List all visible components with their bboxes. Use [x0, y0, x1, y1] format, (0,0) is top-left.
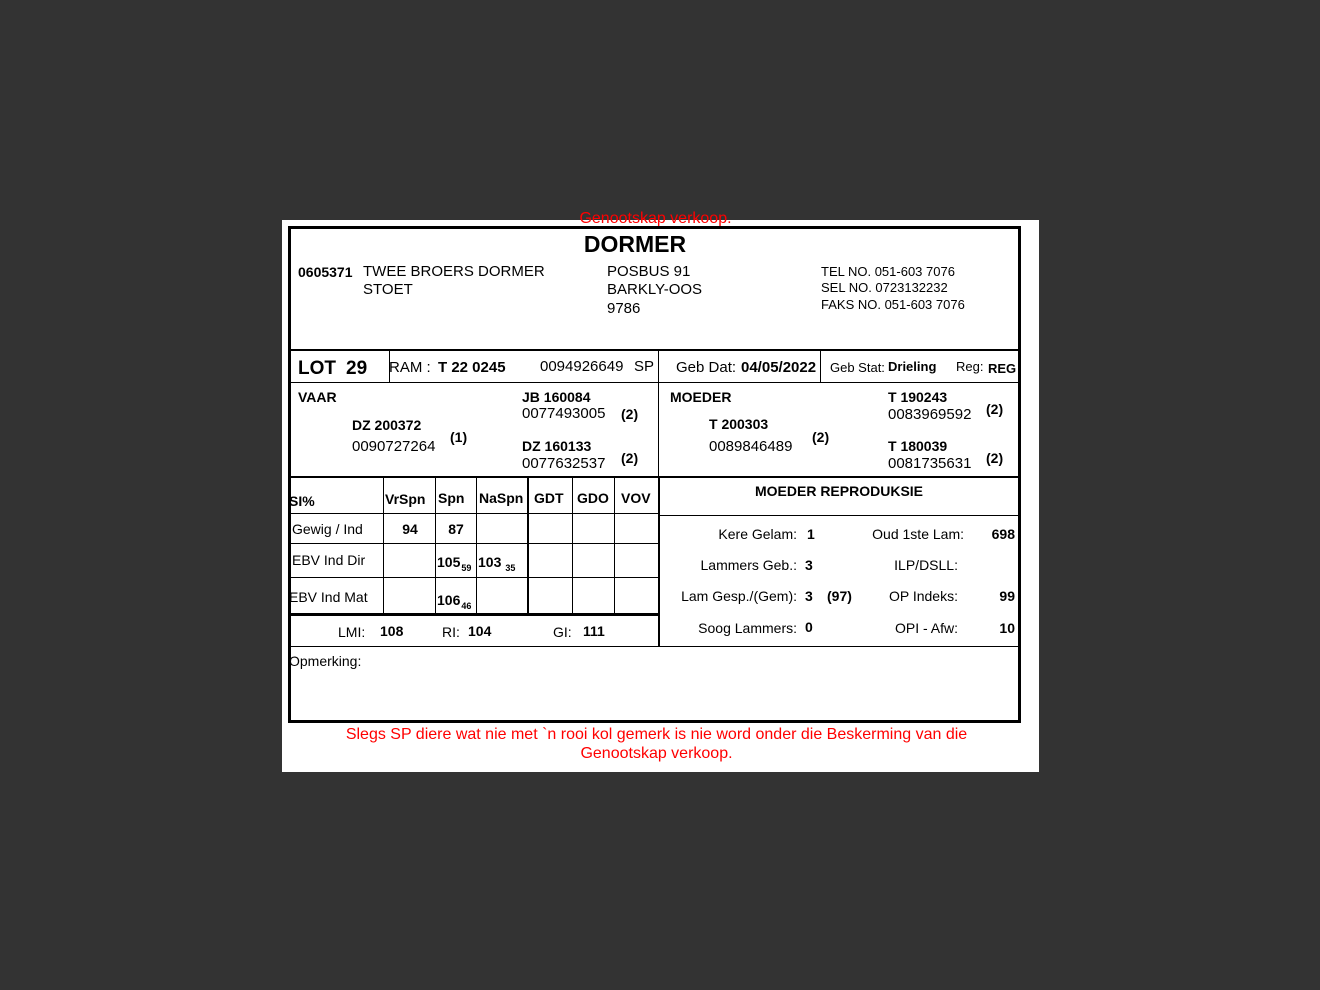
ebv-mat-spn: $106_{46}$ — [437, 592, 472, 611]
divider — [290, 543, 659, 544]
lmi-label: LMI: — [338, 624, 366, 640]
member-number: 0605371 — [298, 264, 353, 280]
dam-sire-number: 0083969592 — [888, 406, 972, 423]
lot-card-page — [282, 210, 1039, 772]
ilp-label: ILP/DSLL: — [894, 557, 958, 573]
lam-gem-value: (97) — [827, 588, 852, 604]
lam-gesp-label: Lam Gesp./(Gem): — [681, 588, 797, 604]
divider — [476, 478, 477, 614]
reproduction-title: MOEDER REPRODUKSIE — [754, 483, 924, 499]
divider — [658, 351, 659, 383]
sel-number: SEL NO. 0723132232 — [821, 280, 948, 295]
sire-id: DZ 200372 — [352, 417, 422, 433]
col-header-vrspn: VrSpn — [385, 491, 426, 507]
dam-sire-id: T 190243 — [888, 389, 948, 405]
dam-dam-code: (2) — [986, 450, 1004, 466]
lmi-value: 108 — [380, 623, 404, 639]
lammers-geb-value: 3 — [805, 557, 813, 573]
divider — [658, 383, 659, 477]
lammers-geb-label: Lammers Geb.: — [700, 557, 797, 573]
address-line-3: 9786 — [607, 300, 641, 317]
col-header-naspn: NaSpn — [479, 490, 524, 506]
col-header-si: SI% — [289, 493, 315, 509]
address-line-2: BARKLY-OOS — [607, 281, 703, 298]
divider — [820, 351, 821, 383]
ri-label: RI: — [442, 624, 460, 640]
oud-value: 698 — [991, 526, 1015, 542]
divider — [290, 382, 1020, 383]
lot-number: 29 — [346, 358, 368, 379]
reg-value: REG — [988, 361, 1017, 376]
divider — [572, 478, 573, 614]
col-header-spn: Spn — [438, 490, 465, 506]
col-header-gdo: GDO — [577, 490, 609, 506]
ram-number: 0094926649 — [540, 358, 624, 375]
dam-sire-code: (2) — [986, 401, 1004, 417]
ri-value: 104 — [468, 623, 492, 639]
dam-dam-number: 0081735631 — [888, 455, 972, 472]
top-clipped-text: Genootskap verkoop. — [579, 210, 732, 227]
sire-dam-code: (2) — [621, 450, 639, 466]
divider — [383, 478, 384, 614]
divider — [527, 478, 529, 614]
divider — [290, 513, 659, 514]
geb-dat-label: Geb Dat: — [676, 359, 737, 376]
vaar-label: VAAR — [298, 389, 337, 405]
owner-line-1: TWEE BROERS DORMER — [363, 263, 545, 280]
lam-gesp-value: 3 — [805, 588, 813, 604]
remarks-label: Opmerking: — [289, 653, 362, 669]
gi-value: 111 — [583, 623, 605, 639]
divider — [290, 577, 659, 578]
reg-label: Reg: — [956, 359, 984, 374]
ebv-dir-naspn: 103 $_{35}$ — [478, 554, 516, 573]
faks-number: FAKS NO. 051-603 7076 — [821, 297, 965, 312]
ram-label: RAM : — [389, 359, 431, 376]
owner-line-2: STOET — [363, 281, 413, 298]
col-header-vov: VOV — [621, 490, 651, 506]
divider — [290, 476, 1020, 478]
sire-number: 0090727264 — [352, 438, 436, 455]
op-indeks-label: OP Indeks: — [888, 588, 958, 604]
dam-number: 0089846489 — [709, 438, 793, 455]
opi-afw-label: OPI - Afw: — [894, 620, 958, 636]
geb-stat-label: Geb Stat: — [830, 360, 885, 375]
ram-id: T 22 0245 — [438, 359, 506, 376]
sire-sire-number: 0077493005 — [522, 405, 606, 422]
divider — [660, 515, 1020, 516]
footer-line-2: Genootskap verkoop. — [580, 745, 733, 762]
row-label-ebv-dir: EBV Ind Dir — [292, 552, 366, 568]
geb-dat-value: 04/05/2022 — [741, 359, 817, 376]
divider — [614, 478, 615, 614]
ebv-dir-spn: $105_{59}$ — [437, 554, 472, 573]
op-indeks-value: 99 — [999, 588, 1015, 604]
dam-dam-id: T 180039 — [888, 438, 948, 454]
lot-label: LOT — [298, 358, 336, 379]
kere-gelam-label: Kere Gelam: — [718, 526, 797, 542]
sp-marker: SP — [634, 358, 655, 375]
gewig-vrspn: 94 — [402, 521, 418, 537]
address-line-1: POSBUS 91 — [607, 263, 691, 280]
row-label-gewig: Gewig / Ind — [292, 521, 363, 537]
oud-label: Oud 1ste Lam: — [872, 526, 964, 542]
tel-number: TEL NO. 051-603 7076 — [821, 264, 955, 279]
divider — [290, 613, 659, 616]
divider — [435, 478, 436, 614]
sire-sire-id: JB 160084 — [522, 389, 591, 405]
geb-stat-value: Drieling — [888, 359, 937, 374]
soog-label: Soog Lammers: — [698, 620, 797, 636]
opi-afw-value: 10 — [999, 620, 1015, 636]
footer-line-1: Slegs SP diere wat nie met `n rooi kol gemerk is nie word onder die Beskerming van die — [345, 726, 968, 743]
sire-code: (1) — [450, 429, 468, 445]
divider — [290, 349, 1020, 351]
row-label-ebv-mat: EBV Ind Mat — [289, 589, 368, 605]
gi-label: GI: — [553, 624, 572, 640]
divider — [290, 646, 1020, 647]
breed-title: DORMER — [583, 231, 687, 257]
col-header-gdt: GDT — [534, 490, 564, 506]
gewig-spn: 87 — [448, 521, 464, 537]
sire-sire-code: (2) — [621, 406, 639, 422]
moeder-label: MOEDER — [670, 389, 732, 405]
sire-dam-id: DZ 160133 — [522, 438, 592, 454]
soog-value: 0 — [805, 619, 813, 635]
sire-dam-number: 0077632537 — [522, 455, 606, 472]
dam-id: T 200303 — [709, 416, 769, 432]
dam-code: (2) — [812, 429, 830, 445]
kere-gelam-value: 1 — [807, 526, 815, 542]
